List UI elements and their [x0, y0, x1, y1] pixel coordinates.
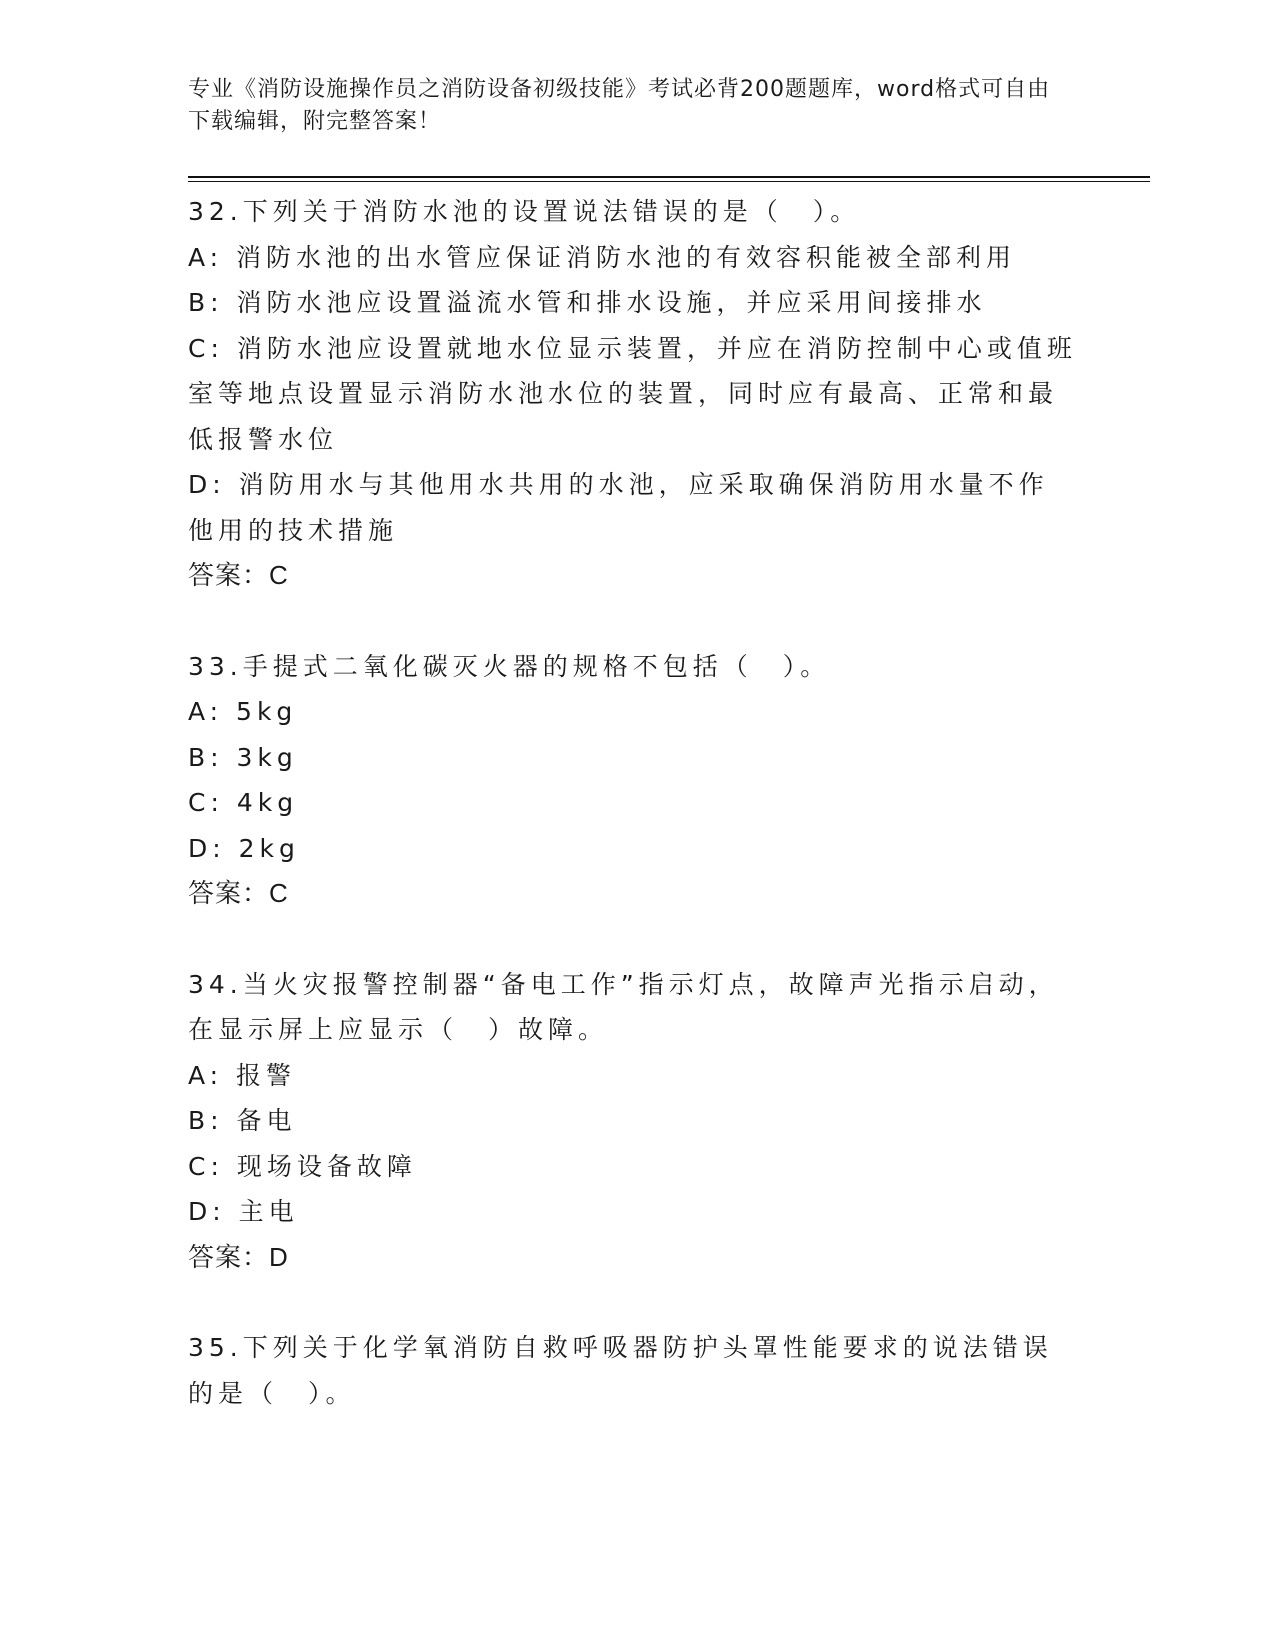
answer-label: 答案：D [188, 1241, 289, 1272]
answer-label: 答案：C [188, 878, 289, 908]
header-divider [188, 176, 1150, 178]
option-c: C: 现场设备故障 [188, 1151, 417, 1181]
option-b: B: 3kg [188, 742, 298, 772]
option-a: A: 报警 [188, 1060, 297, 1090]
option-d: D: 主电 [188, 1197, 299, 1226]
option-a: A: 5kg [188, 697, 298, 726]
header-divider-thin [188, 181, 1150, 182]
question-stem: 32.下列关于消防水池的设置说法错误的是（ ）。 [188, 197, 861, 226]
question-34 [188, 962, 1078, 1281]
option-c: C: 消防水池应设置就地水位显示装置，并应在消防控制中心或值班室等地点设置显示消防水池水位的装置，同时应有最高、正常和最低报警水位 [188, 333, 1077, 454]
question-35 [188, 1325, 1078, 1416]
option-b: B: 备电 [188, 1106, 297, 1135]
option-a: A: 消防水池的出水管应保证消防水池的有效容积能被全部利用 [188, 242, 1017, 272]
option-d: D: 消防用水与其他用水共用的水池，应采取确保消防用水量不作他用的技术措施 [188, 470, 1049, 545]
option-b: B: 消防水池应设置溢流水管和排水设施，并应采用间接排水 [188, 288, 987, 317]
question-32 [188, 189, 1078, 599]
question-stem: 35.下列关于化学氧消防自救呼吸器防护头罩性能要求的说法错误的是（ ）。 [188, 1333, 1053, 1408]
question-stem: 34.当火灾报警控制器“备电工作”指示灯点，故障声光指示启动，在显示屏上应显示（ ）故障。 [188, 969, 1059, 1044]
question-list [188, 189, 1078, 1416]
document-header-text: 专业《消防设施操作员之消防设备初级技能》考试必背200题题库，word格式可自由下载编辑，附完整答案！ [188, 77, 1051, 134]
question-33 [188, 644, 1078, 917]
option-c: C: 4kg [188, 788, 299, 817]
answer-label: 答案：C [188, 560, 289, 590]
question-stem: 33.手提式二氧化碳灭火器的规格不包括（ ）。 [188, 651, 831, 681]
option-d: D: 2kg [188, 833, 300, 863]
